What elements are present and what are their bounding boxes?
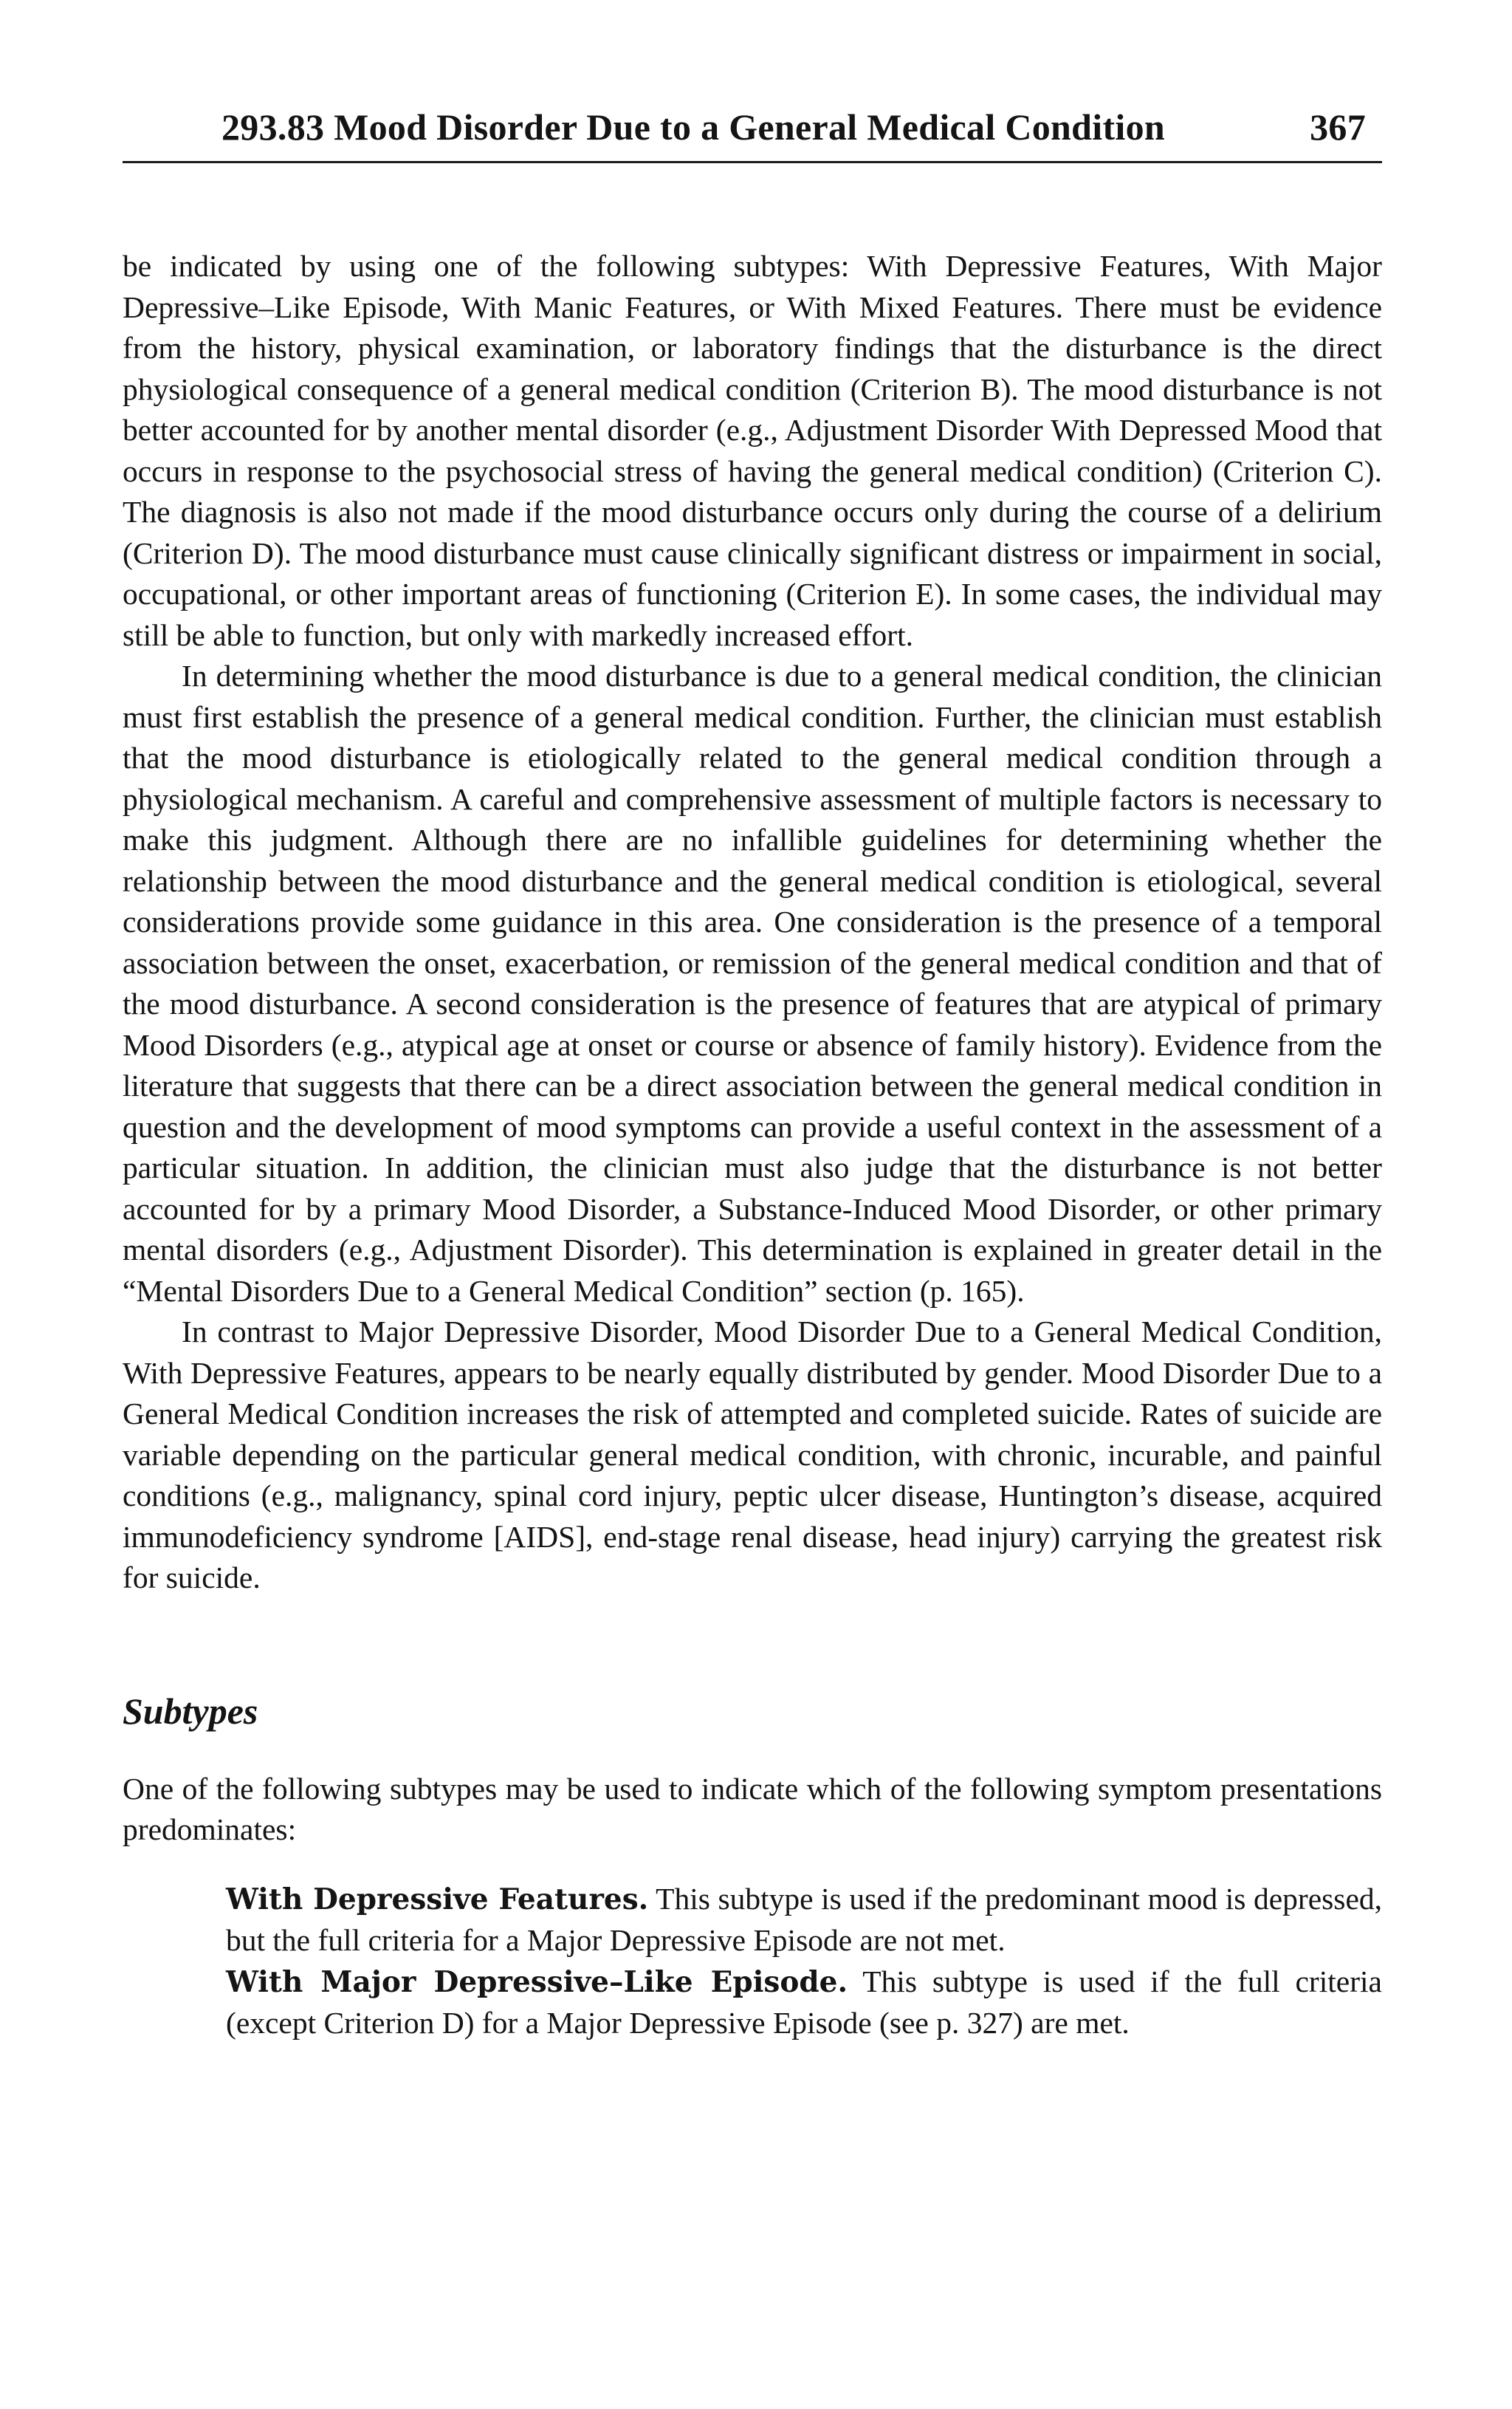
section-heading-subtypes: Subtypes — [123, 1690, 258, 1732]
paragraph-etiology: In determining whether the mood disturbance is due to a general medical condition, the clinician must first establish the presence of a general medical condition. Further, the clinician must establish that the mood disturbance is etiologically related to the general medical condition through a physiological mechanism. A careful and comprehensive assessment of multiple factors is necessary to make this judgment. Although there are no infallible guidelines for determining whether the relationship between the mood disturbance and the general medical condition is etiological, several considerations provide some guidance in this area. One consideration is the presence of a temporal association between the onset, exacerbation, or remission of the general medical condition and that of the mood disturbance. A second consideration is the presence of features that are atypical of primary Mood Disorders (e.g., atypical age at onset or course or absence of family history). Evidence from the literature that suggests that there can be a direct association between the general medical condition in question and the development of mood symptoms can provide a useful context in the assessment of a particular situation. In addition, the clinician must also judge that the disturbance is not better accounted for by a primary Mood Disorder, a Substance-Induced Mood Disorder, or other primary mental disorders (e.g., Adjustment Disorder). This determination is explained in greater detail in the “Mental Disorders Due to a General Medical Condition” section (p. 165). — [123, 659, 1382, 1308]
document-page — [123, 103, 1382, 2044]
page-number: 367 — [1310, 106, 1366, 148]
subtype-description: This subtype is used if the full criteria (except Criterion D) for a Major Depressive Episode (see p. 327) are met. — [226, 1964, 1382, 2040]
subtype-item — [226, 1879, 1382, 1961]
header-rule — [123, 161, 1382, 163]
paragraph-gender-suicide: In contrast to Major Depressive Disorder, Mood Disorder Due to a General Medical Condition, With Depressive Features, appears to be nearly equally distributed by gender. Mood Disorder Due to a General Medical Condition increases the risk of attempted and completed suicide. Rates of suicide are variable depending on the particular general medical condition, with chronic, incurable, and painful conditions (e.g., malignancy, spinal cord injury, peptic ulcer disease, Huntington’s disease, acquired immunodeficiency syndrome [AIDS], end-stage renal disease, head injury) carrying the greatest risk for suicide. — [123, 1315, 1382, 1594]
paragraph-continuation: be indicated by using one of the following subtypes: With Depressive Features, With Major Depressive–Like Episode, With Manic Features, or With Mixed Features. There must be evidence from the history, physical examination, or laboratory findings that the disturbance is the direct physiological consequence of a general medical condition (Criterion B). The mood disturbance is not better accounted for by another mental disorder (e.g., Adjustment Disorder With Depressed Mood that occurs in response to the psychosocial stress of having the general medical condition) (Criterion C). The diagnosis is also not made if the mood disturbance occurs only during the course of a delirium (Criterion D). The mood disturbance must cause clinically significant distress or impairment in social, occupational, or other important areas of functioning (Criterion E). In some cases, the individual may still be able to function, but only with markedly increased effort. — [123, 249, 1382, 652]
running-header — [123, 103, 1382, 151]
subtype-description: This subtype is used if the predominant mood is depressed, but the full criteria for a Major Depressive Episode are not met. — [226, 1881, 1382, 1957]
running-title: 293.83 Mood Disorder Due to a General Medical Condition — [221, 106, 1165, 148]
body-text — [123, 246, 1382, 2044]
subtype-list — [123, 1879, 1382, 2044]
subtypes-intro: One of the following subtypes may be used to indicate which of the following symptom presentations predominates: — [123, 1771, 1382, 1846]
subtype-term: With Depressive Features. — [226, 1882, 649, 1916]
subtype-item — [226, 1961, 1382, 2044]
subtype-term: With Major Depressive–Like Episode. — [226, 1964, 848, 1999]
